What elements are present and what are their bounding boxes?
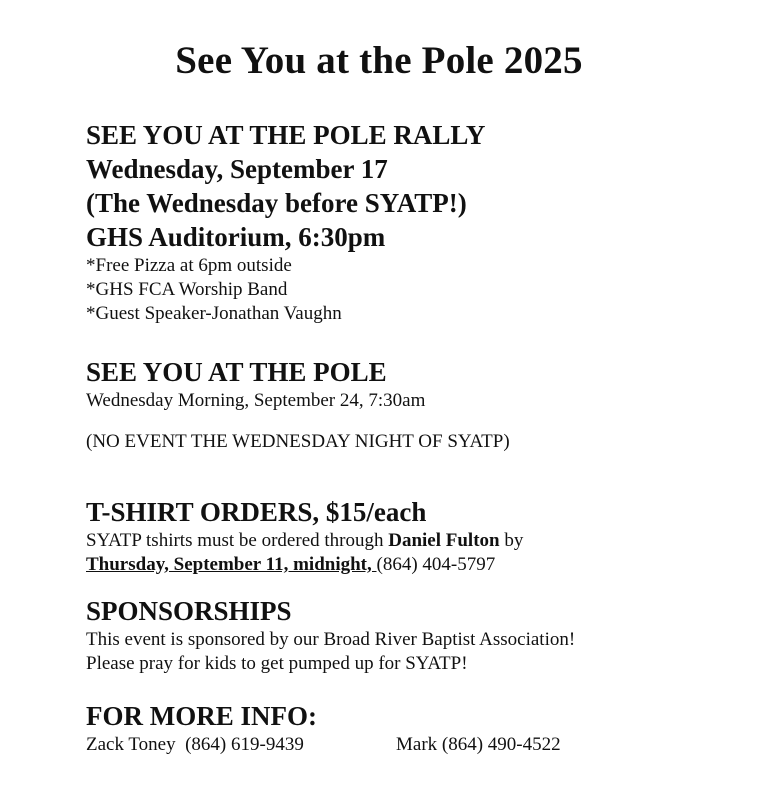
sponsorship-line: Please pray for kids to get pumped up for SYATP! bbox=[86, 653, 468, 674]
pole-heading: SEE YOU AT THE POLE bbox=[86, 357, 387, 387]
tshirt-heading: T-SHIRT ORDERS, $15/each bbox=[86, 497, 427, 527]
sponsorship-line: This event is sponsored by our Broad River Baptist Association! bbox=[86, 629, 576, 650]
tshirt-suffix: by bbox=[499, 530, 524, 551]
contact-mark: Mark (864) 490-4522 bbox=[396, 734, 561, 755]
rally-section bbox=[86, 118, 736, 326]
info-heading: FOR MORE INFO: bbox=[86, 701, 317, 731]
rally-note: (The Wednesday before SYATP!) bbox=[86, 188, 467, 218]
tshirt-contact-name: Daniel Fulton bbox=[388, 530, 500, 551]
tshirt-line bbox=[86, 529, 736, 553]
tshirt-prefix: SYATP tshirts must be ordered through bbox=[86, 530, 389, 551]
pole-notice: (NO EVENT THE WEDNESDAY NIGHT OF SYATP) bbox=[86, 431, 510, 452]
contact-zack: Zack Toney (864) 619-9439 bbox=[86, 734, 304, 755]
tshirt-deadline: Thursday, September 11, midnight, bbox=[86, 554, 377, 575]
tshirt-phone: (864) 404-5797 bbox=[376, 554, 496, 575]
sponsorship-heading: SPONSORSHIPS bbox=[86, 596, 292, 626]
tshirt-deadline-line bbox=[86, 553, 736, 577]
page-title: See You at the Pole 2025 bbox=[175, 39, 583, 82]
rally-date: Wednesday, September 17 bbox=[86, 154, 388, 184]
pole-time: Wednesday Morning, September 24, 7:30am bbox=[86, 390, 426, 411]
rally-location: GHS Auditorium, 6:30pm bbox=[86, 222, 386, 252]
info-section bbox=[86, 699, 736, 757]
tshirt-section bbox=[86, 495, 736, 577]
rally-item: *Free Pizza at 6pm outside bbox=[86, 255, 292, 276]
rally-heading: SEE YOU AT THE POLE RALLY bbox=[86, 120, 486, 150]
pole-section bbox=[86, 355, 736, 454]
rally-item: *Guest Speaker-Jonathan Vaughn bbox=[86, 303, 342, 324]
contact-row bbox=[86, 733, 736, 757]
sponsorship-section bbox=[86, 594, 736, 676]
rally-item: *GHS FCA Worship Band bbox=[86, 279, 288, 300]
